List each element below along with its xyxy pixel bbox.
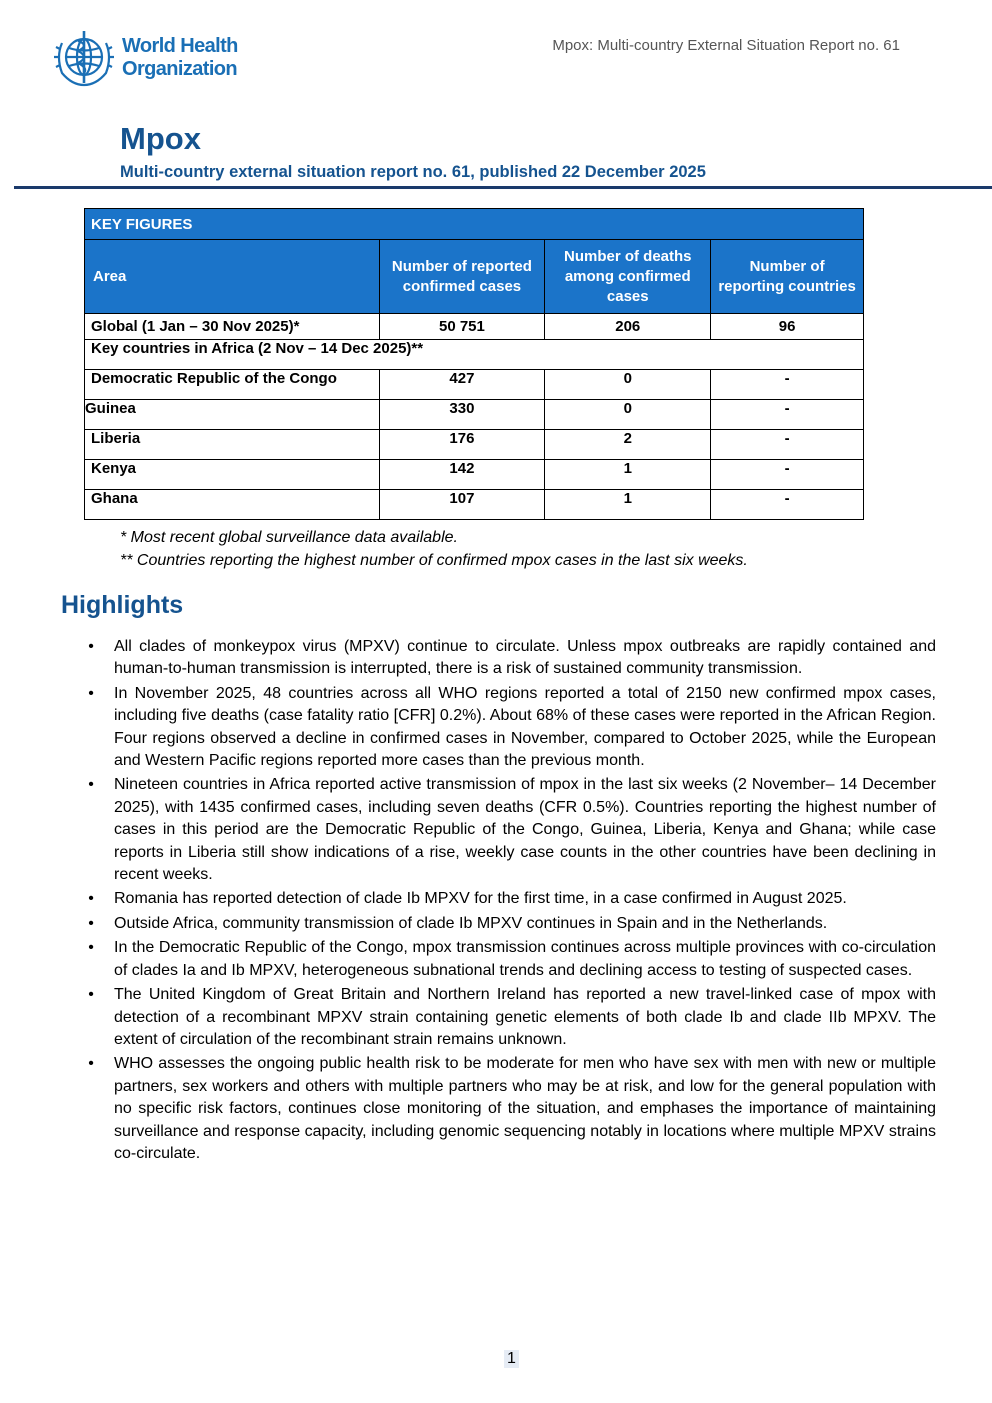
cell-cases: 50 751: [379, 314, 545, 340]
bullet-icon: •: [88, 638, 94, 655]
list-item-text: In November 2025, 48 countries across all WHO regions reported a total of 2150 new confirmed mpox cases, including five deaths (case fatality ratio [CFR] 0.2%). About 68% of these cases were reported in the African Region. Four regions observed a decline in confirmed cases in November, compared to October 2025, while the European and Western Pacific regions reported more cases than the previous month.: [114, 684, 936, 770]
list-item-text: Nineteen countries in Africa reported active transmission of mpox in the last six weeks (2 November– 14 December 2025), with 1435 confirmed cases, including seven deaths (CFR 0.5%). Countries reporting the highest number of cases in this period are the Democratic Republic of the Congo, Guinea, Liberia, Kenya and Ghana; while case reports in Liberia still show indications of a rise, weekly case counts in the other countries have been declining in recent weeks.: [114, 776, 936, 884]
table-row: [85, 370, 864, 400]
list-item: [88, 774, 936, 886]
cell-deaths: 0: [545, 370, 711, 400]
cell-cases: 330: [379, 400, 545, 430]
cell-area: Kenya: [85, 460, 380, 490]
table-row: [85, 460, 864, 490]
bullet-icon: •: [88, 986, 94, 1004]
who-emblem-icon: [52, 27, 116, 87]
cell-countries: 96: [711, 314, 864, 340]
list-item: [88, 888, 936, 910]
column-header-cases: Number of reported confirmed cases: [379, 240, 545, 314]
page-number: 1: [504, 1350, 519, 1368]
cell-cases: 142: [379, 460, 545, 490]
cell-area: Ghana: [85, 490, 380, 520]
cell-area: Global (1 Jan – 30 Nov 2025)*: [85, 314, 380, 340]
list-item-text: The United Kingdom of Great Britain and Northern Ireland has reported a new travel-linked case of mpox with detection of a recombinant MPXV strain containing genetic elements of both clade Ib and clade IIb MPXV. The extent of circulation of the recombinant strain remains unknown.: [114, 986, 936, 1048]
list-item: [88, 984, 936, 1051]
bullet-icon: •: [88, 1055, 94, 1073]
cell-deaths: 0: [545, 400, 711, 430]
table-row: [85, 490, 864, 520]
list-item-text: In the Democratic Republic of the Congo, mpox transmission continues across multiple provinces with co-circulation of clades Ia and Ib MPXV, heterogeneous subnational trends and declining access to testing of suspected cases.: [114, 939, 936, 979]
table-row: [85, 400, 864, 430]
cell-cases: 107: [379, 490, 545, 520]
cell-countries: -: [711, 370, 864, 400]
cell-countries: -: [711, 400, 864, 430]
bullet-icon: •: [88, 890, 94, 908]
cell-area: Democratic Republic of the Congo: [85, 370, 380, 400]
bullet-icon: •: [88, 914, 94, 932]
cell-area: Guinea: [85, 400, 380, 430]
column-header-deaths: Number of deaths among confirmed cases: [545, 240, 711, 314]
footnote: ** Countries reporting the highest number of confirmed mpox cases in the last six weeks.: [120, 552, 748, 569]
table-section-row: [85, 340, 864, 370]
highlights-heading: Highlights: [61, 591, 184, 619]
column-header-area: Area: [85, 240, 380, 314]
who-logo: [52, 27, 252, 87]
bullet-icon: •: [88, 776, 94, 794]
list-item-text: WHO assesses the ongoing public health risk to be moderate for men who have sex with men with new or multiple partners, sex workers and others with multiple partners who may be at risk, and low for the general population with no specific risk factors, continues close monitoring of the situation, and emphases the importance of maintaining surveillance and response capacity, including genomic sequencing notably in locations where multiple MPXV strains co-circulate.: [114, 1055, 936, 1162]
cell-deaths: 1: [545, 490, 711, 520]
bullet-icon: •: [88, 684, 94, 702]
table-caption: KEY FIGURES: [85, 209, 864, 240]
bullet-icon: •: [88, 939, 94, 957]
document-title: Mpox: [120, 121, 201, 156]
table-caption-row: [85, 209, 864, 240]
section-label: Key countries in Africa (2 Nov – 14 Dec 2025)**: [85, 340, 864, 370]
running-header: Mpox: Multi-country External Situation Report no. 61: [552, 37, 900, 54]
cell-countries: -: [711, 460, 864, 490]
list-item-text: Romania has reported detection of clade Ib MPXV for the first time, in a case confirmed in August 2025.: [114, 890, 847, 908]
list-item: [88, 937, 936, 982]
list-item: [88, 913, 936, 935]
cell-cases: 176: [379, 430, 545, 460]
table-row: [85, 430, 864, 460]
cell-deaths: 206: [545, 314, 711, 340]
cell-deaths: 2: [545, 430, 711, 460]
list-item-text: All clades of monkeypox virus (MPXV) continue to circulate. Unless mpox outbreaks are rapidly contained and human-to-human transmission is interrupted, there is a risk of sustained community transmission.: [114, 638, 936, 678]
org-name: World Health Organization: [122, 35, 238, 80]
cell-cases: 427: [379, 370, 545, 400]
document-subtitle: Multi-country external situation report no. 61, published 22 December 2025: [120, 163, 706, 181]
title-rule: [14, 186, 992, 189]
cell-countries: -: [711, 430, 864, 460]
list-item-text: Outside Africa, community transmission of clade Ib MPXV continues in Spain and in the Netherlands.: [114, 914, 828, 932]
footnote: * Most recent global surveillance data available.: [120, 529, 458, 546]
list-item: [88, 636, 936, 681]
list-item: [88, 1053, 936, 1165]
list-item: [88, 683, 936, 773]
key-figures-table: [84, 208, 864, 520]
cell-deaths: 1: [545, 460, 711, 490]
cell-countries: -: [711, 490, 864, 520]
table-row-global: [85, 314, 864, 340]
table-footnotes: [120, 526, 748, 572]
highlights-list: [88, 636, 936, 1167]
table-header-row: [85, 240, 864, 314]
cell-area: Liberia: [85, 430, 380, 460]
column-header-countries: Number of reporting countries: [711, 240, 864, 314]
